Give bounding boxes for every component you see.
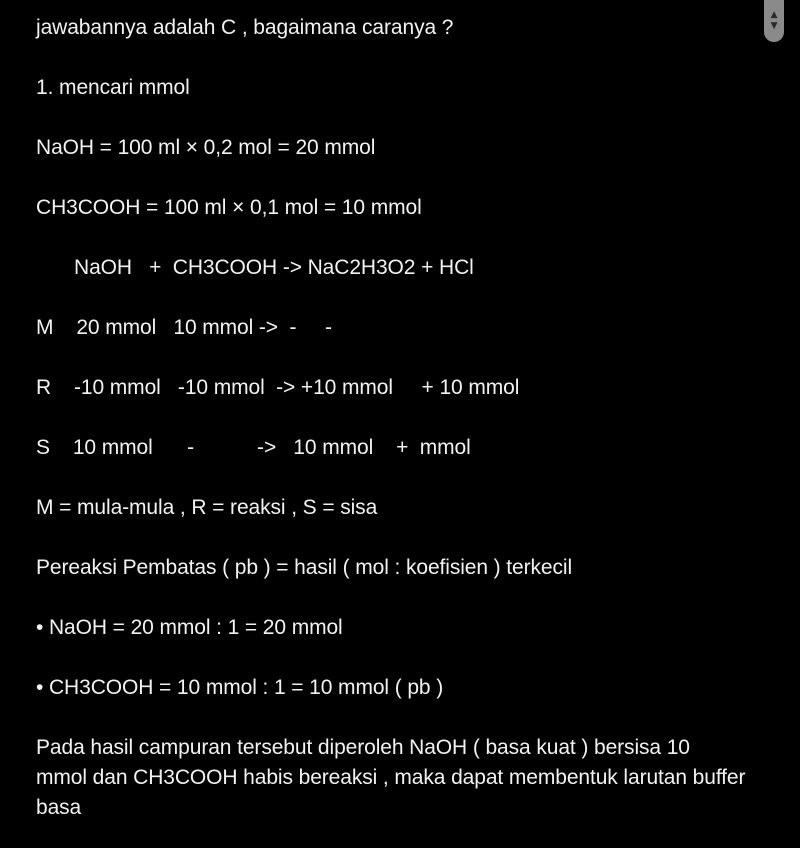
mrs-row-r: R -10 mmol -10 mmol -> +10 mmol + 10 mmol	[36, 376, 520, 399]
mrs-legend: M = mula-mula , R = reaksi , S = sisa	[36, 496, 378, 519]
step-heading: 1. mencari mmol	[36, 76, 190, 99]
bullet-ch3cooh: • CH3COOH = 10 mmol : 1 = 10 mmol ( pb )	[36, 676, 444, 699]
naoh-mmol-line: NaOH = 100 ml × 0,2 mol = 20 mmol	[36, 136, 376, 159]
conclusion-paragraph: Pada hasil campuran tersebut diperoleh NaOH ( basa kuat ) bersisa 10 mmol dan CH3COOH habis bereaksi , maka dapat membentuk larutan buffer basa	[36, 736, 746, 819]
chevron-down-icon: ▼	[770, 21, 778, 31]
scrollbar-handle[interactable]	[764, 0, 784, 42]
limiting-reagent-rule: Pereaksi Pembatas ( pb ) = hasil ( mol : koefisien ) terkecil	[36, 556, 573, 579]
mrs-row-s: S 10 mmol - -> 10 mmol + mmol	[36, 436, 471, 459]
ch3cooh-mmol-line: CH3COOH = 100 ml × 0,1 mol = 10 mmol	[36, 196, 422, 219]
reaction-equation: NaOH + CH3COOH -> NaC2H3O2 + HCl	[74, 256, 474, 279]
question-text: jawabannya adalah C , bagaimana caranya ?	[36, 16, 454, 39]
bullet-naoh: • NaOH = 20 mmol : 1 = 20 mmol	[36, 616, 343, 639]
chevron-up-icon: ▲	[770, 10, 778, 20]
mrs-row-m: M 20 mmol 10 mmol -> - -	[36, 316, 332, 339]
